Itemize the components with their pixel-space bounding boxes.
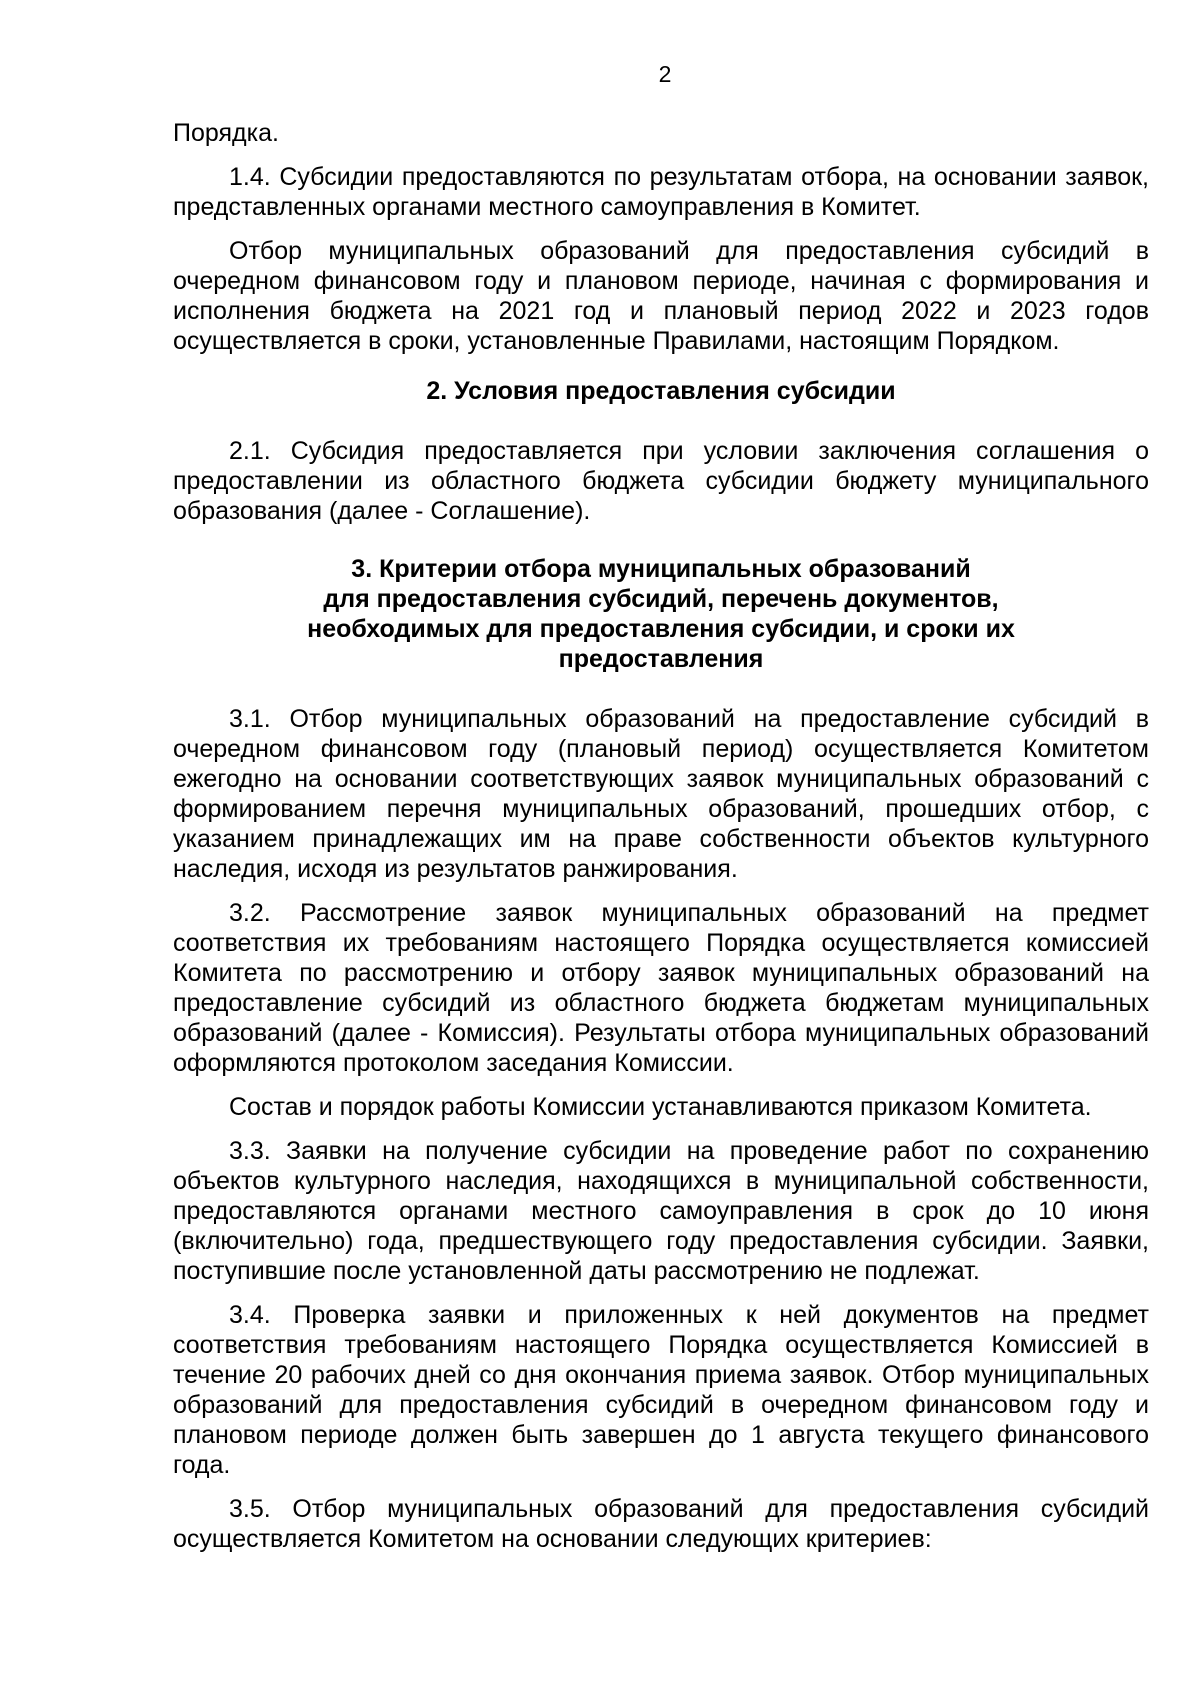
section-3-heading-line: 3. Критерии отбора муниципальных образований xyxy=(351,555,971,583)
section-3-heading-line: предоставления xyxy=(558,645,764,673)
section-3-heading xyxy=(173,554,1149,674)
document-body xyxy=(173,118,1149,1568)
section-2-heading: 2. Условия предоставления субсидии xyxy=(426,377,896,405)
paragraph-3-3: 3.3. Заявки на получение субсидии на проведение работ по сохранению объектов культурного наследия, находящихся в муниципальной собственности, предоставляются органами местного самоуправления в срок до 10 июня (включительно) года, предшествующего году предоставления субсидии. Заявки, поступившие после установленной даты рассмотрению не подлежат. xyxy=(173,1137,1149,1285)
intro-fragment: Порядка. xyxy=(173,119,279,147)
paragraph-3-2: 3.2. Рассмотрение заявок муниципальных образований на предмет соответствия их требованиям настоящего Порядка осуществляется комиссией Комитета по рассмотрению и отбору заявок муниципальных образований на предоставление субсидий из областного бюджета бюджетам муниципальных образований (далее - Комиссия). Результаты отбора муниципальных образований оформляются протоколом заседания Комиссии. xyxy=(173,899,1149,1077)
paragraph-commission: Состав и порядок работы Комиссии устанавливаются приказом Комитета. xyxy=(229,1093,1092,1121)
section-3-heading-line: для предоставления субсидий, перечень документов, xyxy=(323,585,999,613)
page-number: 2 xyxy=(658,61,672,87)
paragraph-3-5: 3.5. Отбор муниципальных образований для предоставления субсидий осуществляется Комитетом на основании следующих критериев: xyxy=(173,1495,1149,1553)
paragraph-2-1: 2.1. Субсидия предоставляется при условии заключения соглашения о предоставлении из областного бюджета субсидии бюджету муниципального образования (далее - Соглашение). xyxy=(173,437,1149,525)
paragraph-1-4: 1.4. Субсидии предоставляются по результатам отбора, на основании заявок, представленных органами местного самоуправления в Комитет. xyxy=(173,163,1149,221)
paragraph-3-4: 3.4. Проверка заявки и приложенных к ней документов на предмет соответствия требованиям настоящего Порядка осуществляется Комиссией в течение 20 рабочих дней со дня окончания приема заявок. Отбор муниципальных образований для предоставления субсидий в очередном финансовом году и плановом периоде должен быть завершен до 1 августа текущего финансового года. xyxy=(173,1301,1149,1479)
section-3-heading-line: необходимых для предоставления субсидии, и сроки их xyxy=(307,615,1015,643)
paragraph-3-1: 3.1. Отбор муниципальных образований на предоставление субсидий в очередном финансовом году (плановый период) осуществляется Комитетом ежегодно на основании соответствующих заявок муниципальных образований с формированием перечня муниципальных образований, прошедших отбор, с указанием принадлежащих им на праве собственности объектов культурного наследия, исходя из результатов ранжирования. xyxy=(173,705,1149,883)
paragraph-selection-terms: Отбор муниципальных образований для предоставления субсидий в очередном финансовом году и плановом периоде, начиная с формирования и исполнения бюджета на 2021 год и плановый период 2022 и 2023 годов осуществляется в сроки, установленные Правилами, настоящим Порядком. xyxy=(173,237,1149,355)
